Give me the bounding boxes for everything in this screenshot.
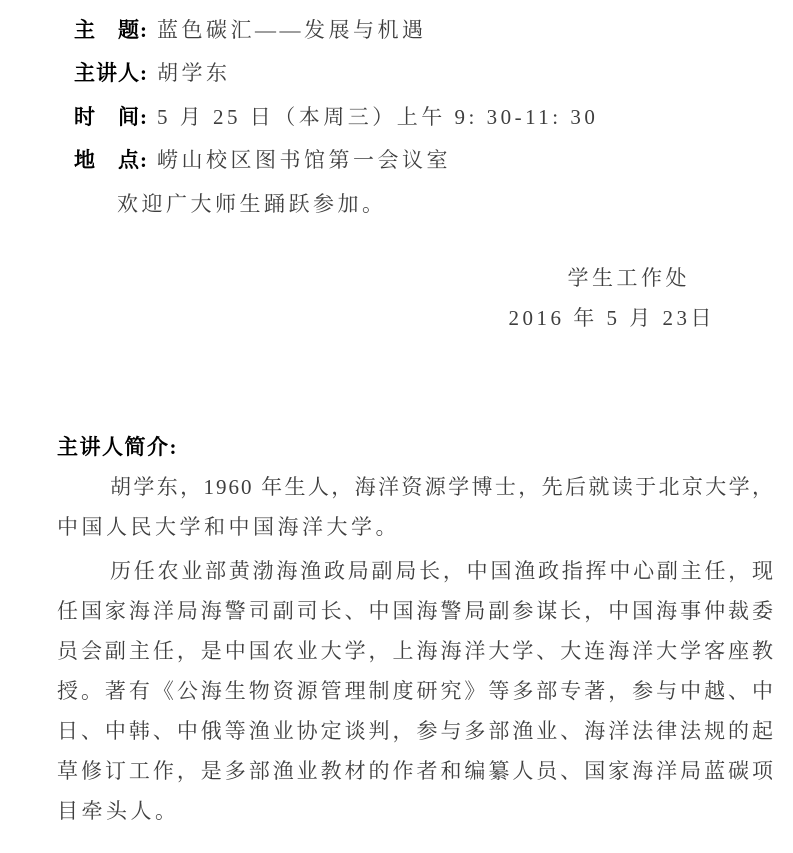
bio-line: 历任农业部黄渤海渔政局副局长，中国渔政指挥中心副主任，现: [110, 559, 775, 583]
location-label: 地 点:: [74, 148, 148, 173]
speaker-bio-section: [57, 427, 775, 831]
bio-line: 授。著有《公海生物资源管理制度研究》等多部专著，参与中越、中: [57, 679, 775, 703]
notice-header: [74, 9, 598, 226]
notice-row-topic: [74, 9, 598, 52]
topic-value: 蓝色碳汇——发展与机遇: [157, 18, 427, 42]
notice-row-time: [74, 96, 598, 139]
time-label: 时 间:: [74, 104, 148, 129]
signature-department: 学生工作处: [567, 266, 690, 290]
bio-heading: 主讲人简介:: [57, 435, 178, 459]
signature-date: 2016 年 5 月 23日: [508, 306, 715, 330]
notice-row-speaker: [74, 52, 598, 95]
bio-paragraph-education: [57, 467, 775, 547]
bio-line: 任国家海洋局海警司副司长、中国海警局副参谋长，中国海事仲裁委: [57, 599, 775, 623]
bio-line: 日、中韩、中俄等渔业协定谈判，参与多部渔业、海洋法律法规的起: [57, 719, 775, 743]
bio-line: 员会副主任，是中国农业大学，上海海洋大学、大连海洋大学客座教: [57, 639, 775, 663]
bio-line: 草修订工作，是多部渔业教材的作者和编纂人员、国家海洋局蓝碳项: [57, 759, 775, 783]
bio-line: 中国人民大学和中国海洋大学。: [57, 515, 400, 539]
topic-label: 主 题:: [74, 18, 148, 42]
bio-paragraph-career: [57, 551, 775, 831]
welcome-line: 欢迎广大师生踊跃参加。: [117, 191, 387, 216]
bio-line: 胡学东，1960 年生人，海洋资源学博士，先后就读于北京大学，: [110, 475, 775, 499]
speaker-value: 胡学东: [157, 61, 231, 86]
time-value: 5 月 25 日（本周三）上午 9: 30-11: 30: [157, 104, 599, 129]
bio-line: 目牵头人。: [57, 799, 180, 823]
location-value: 崂山校区图书馆第一会议室: [157, 148, 451, 173]
speaker-label: 主讲人:: [74, 61, 148, 86]
notice-row-location: [74, 139, 598, 182]
